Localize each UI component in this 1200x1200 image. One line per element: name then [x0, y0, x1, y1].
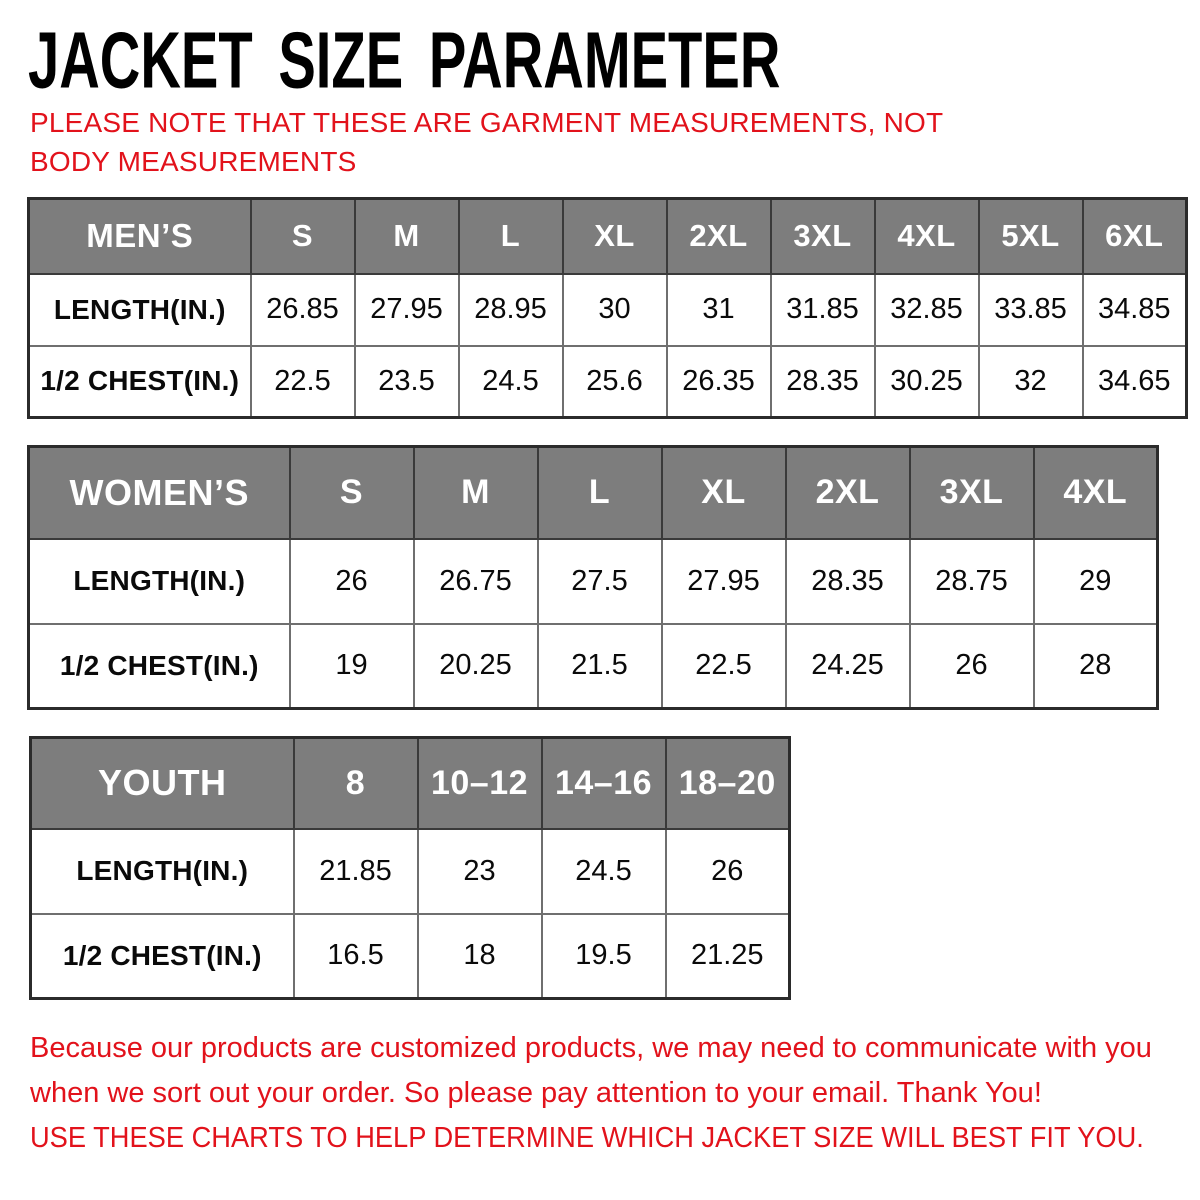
youth-size-header-14-16: 14–16: [542, 738, 666, 829]
row-label: LENGTH(IN.): [29, 539, 290, 624]
mens-size-header-m: M: [355, 199, 459, 274]
value-cell: 27.95: [355, 274, 459, 346]
womens-size-header-3xl: 3XL: [910, 447, 1034, 539]
value-cell: 24.5: [459, 346, 563, 418]
value-cell: 30.25: [875, 346, 979, 418]
mens-length-row: [29, 274, 1187, 346]
value-cell: 21.5: [538, 624, 662, 709]
value-cell: 24.25: [786, 624, 910, 709]
value-cell: 28: [1034, 624, 1158, 709]
value-cell: 27.95: [662, 539, 786, 624]
womens-size-header-l: L: [538, 447, 662, 539]
value-cell: 23: [418, 829, 542, 914]
value-cell: 19.5: [542, 914, 666, 999]
page-title: [28, 14, 1073, 105]
row-label: 1/2 CHEST(IN.): [29, 346, 251, 418]
youth-size-header-8: 8: [294, 738, 418, 829]
value-cell: 21.25: [666, 914, 790, 999]
value-cell: 19: [290, 624, 414, 709]
value-cell: 31: [667, 274, 771, 346]
mens-size-header-4xl: 4XL: [875, 199, 979, 274]
womens-size-header-m: M: [414, 447, 538, 539]
womens-size-header-4xl: 4XL: [1034, 447, 1158, 539]
value-cell: 25.6: [563, 346, 667, 418]
mens-size-header-6xl: 6XL: [1083, 199, 1187, 274]
mens-size-table: [27, 197, 1188, 419]
page-title-text: JACKET SIZE PARAMETER: [28, 14, 781, 105]
womens-header-row: [29, 447, 1158, 539]
youth-length-row: [31, 829, 790, 914]
value-cell: 18: [418, 914, 542, 999]
womens-size-table: [27, 445, 1159, 710]
womens-table-title: WOMEN’S: [29, 447, 290, 539]
youth-size-header-10-12: 10–12: [418, 738, 542, 829]
womens-size-header-xl: XL: [662, 447, 786, 539]
mens-size-header-3xl: 3XL: [771, 199, 875, 274]
value-cell: 28.35: [771, 346, 875, 418]
mens-header-row: [29, 199, 1187, 274]
mens-size-header-s: S: [251, 199, 355, 274]
row-label: LENGTH(IN.): [31, 829, 294, 914]
mens-size-header-5xl: 5XL: [979, 199, 1083, 274]
value-cell: 33.85: [979, 274, 1083, 346]
value-cell: 32: [979, 346, 1083, 418]
value-cell: 32.85: [875, 274, 979, 346]
mens-size-header-xl: XL: [563, 199, 667, 274]
womens-chest-row: [29, 624, 1158, 709]
value-cell: 26: [666, 829, 790, 914]
womens-length-row: [29, 539, 1158, 624]
value-cell: 23.5: [355, 346, 459, 418]
value-cell: 26.75: [414, 539, 538, 624]
value-cell: 29: [1034, 539, 1158, 624]
row-label: LENGTH(IN.): [29, 274, 251, 346]
value-cell: 24.5: [542, 829, 666, 914]
value-cell: 22.5: [251, 346, 355, 418]
youth-chest-row: [31, 914, 790, 999]
value-cell: 20.25: [414, 624, 538, 709]
womens-size-header-2xl: 2XL: [786, 447, 910, 539]
row-label: 1/2 CHEST(IN.): [31, 914, 294, 999]
mens-table-title: MEN’S: [29, 199, 251, 274]
womens-size-header-s: S: [290, 447, 414, 539]
value-cell: 22.5: [662, 624, 786, 709]
use-charts-note: USE THESE CHARTS TO HELP DETERMINE WHICH JACKET SIZE WILL BEST FIT YOU.: [30, 1122, 1144, 1154]
customized-products-note: Because our products are customized products, we may need to communicate with you when we sort out your order. So please pay attention to your email. Thank You!: [30, 1032, 1152, 1109]
youth-header-row: [31, 738, 790, 829]
value-cell: 26.35: [667, 346, 771, 418]
garment-measurement-note: PLEASE NOTE THAT THESE ARE GARMENT MEASUREMENTS, NOT BODY MEASUREMENTS: [30, 107, 943, 177]
youth-table-title: YOUTH: [31, 738, 294, 829]
youth-size-header-18-20: 18–20: [666, 738, 790, 829]
mens-chest-row: [29, 346, 1187, 418]
value-cell: 31.85: [771, 274, 875, 346]
row-label: 1/2 CHEST(IN.): [29, 624, 290, 709]
value-cell: 21.85: [294, 829, 418, 914]
value-cell: 27.5: [538, 539, 662, 624]
value-cell: 26: [290, 539, 414, 624]
value-cell: 26.85: [251, 274, 355, 346]
value-cell: 34.65: [1083, 346, 1187, 418]
value-cell: 28.75: [910, 539, 1034, 624]
value-cell: 28.35: [786, 539, 910, 624]
mens-size-header-l: L: [459, 199, 563, 274]
value-cell: 34.85: [1083, 274, 1187, 346]
value-cell: 16.5: [294, 914, 418, 999]
value-cell: 26: [910, 624, 1034, 709]
value-cell: 30: [563, 274, 667, 346]
value-cell: 28.95: [459, 274, 563, 346]
youth-size-table: [29, 736, 791, 1000]
mens-size-header-2xl: 2XL: [667, 199, 771, 274]
